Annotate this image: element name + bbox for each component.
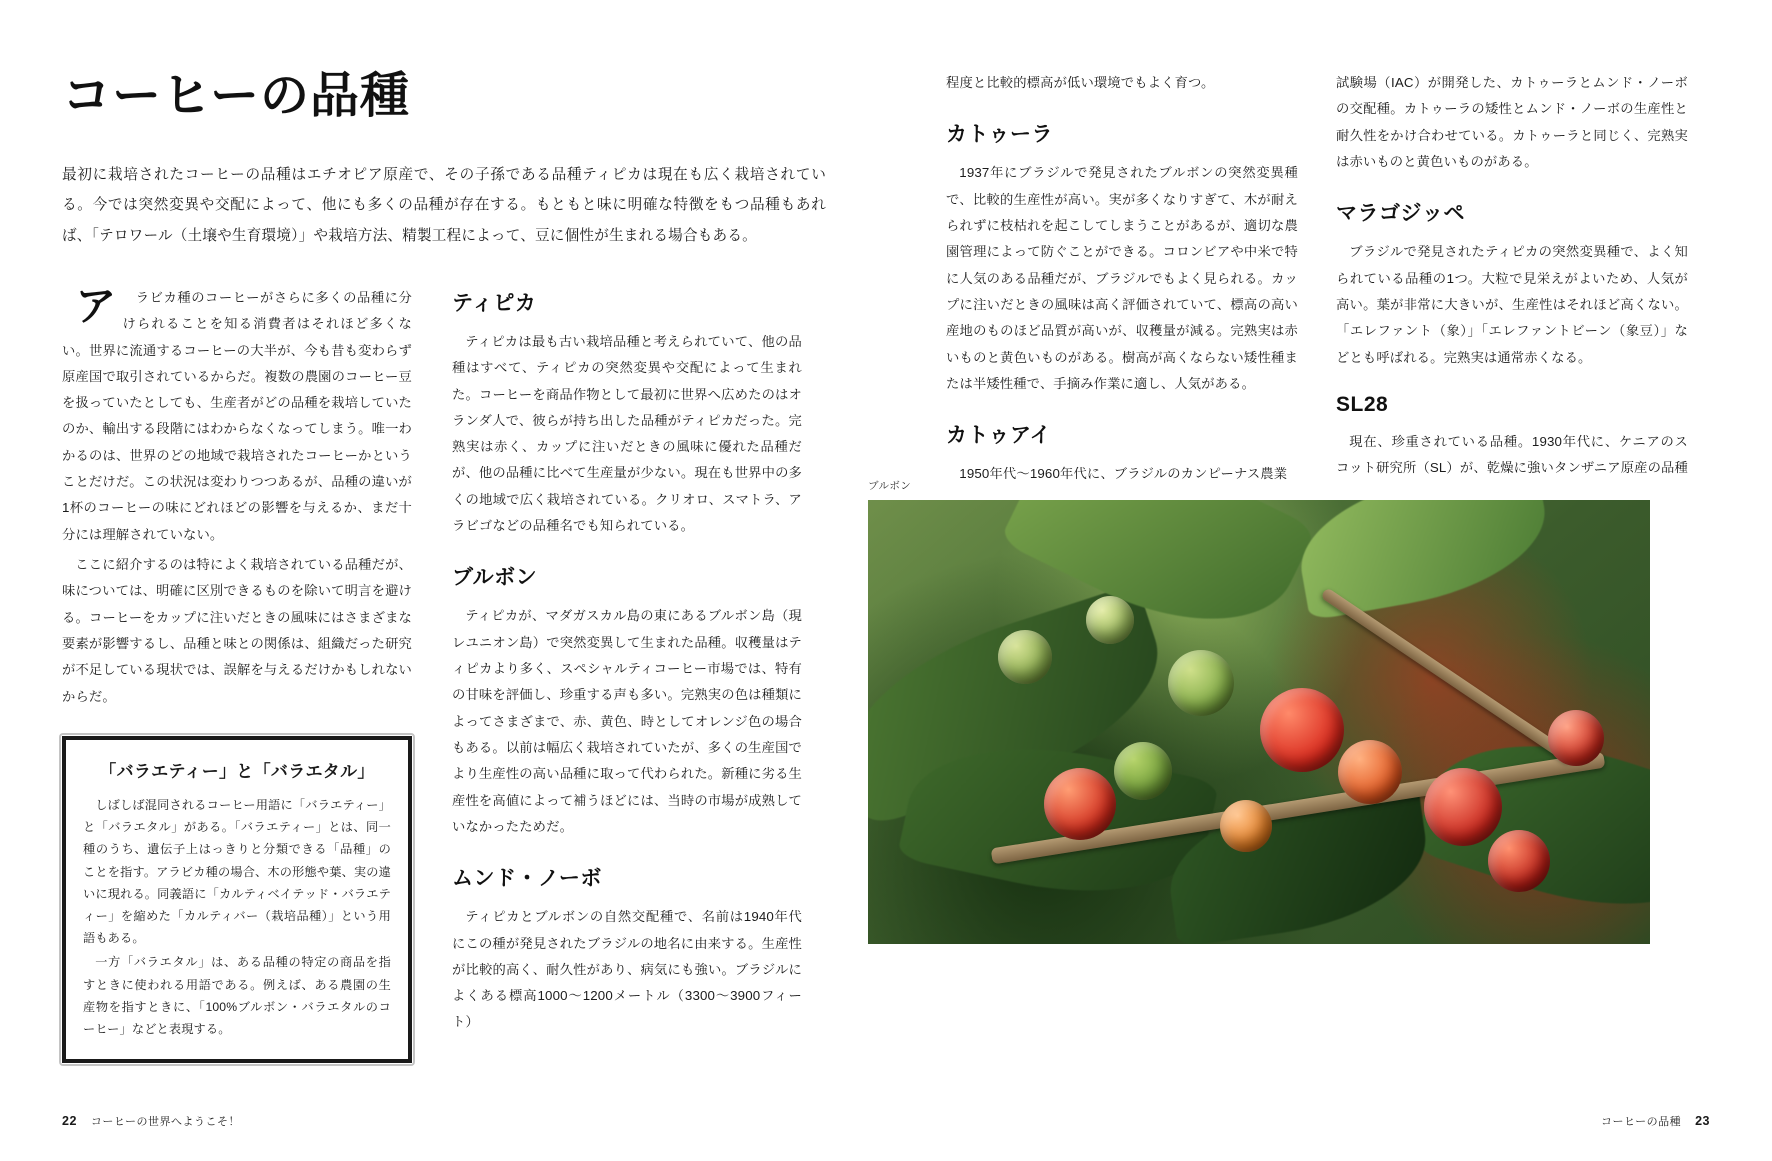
footer-right <box>1601 1113 1710 1129</box>
coffee-cherry <box>1338 740 1402 804</box>
body-paragraph: 1937年にブラジルで発見されたブルボンの突然変異種で、比較的生産性が高い。実が多くなりすぎて、木が耐えられずに枝枯れを起こしてしまうことがあるが、適切な農園管理によって防ぐことができる。コロンビアや中米で特に人気のある品種だが、ブラジルでもよく見られる。カップに注いだときの風味は高く評価されていて、標高の高い産地のものほど品質が高いが、収穫量が減る。完熟実は赤いものと黄色いものがある。樹高が高くならない矮性種または半矮性種で、手摘み作業に適し、人気がある。 <box>946 165 1298 391</box>
page-number-left: 22 <box>62 1114 77 1128</box>
coffee-cherry <box>1114 742 1172 800</box>
section-heading-bourbon: ブルボン <box>452 566 538 590</box>
section-heading-typica: ティピカ <box>452 291 537 315</box>
coffee-cherry <box>1168 650 1234 716</box>
coffee-cherry <box>1260 688 1344 772</box>
coffee-cherry <box>1548 710 1604 766</box>
right-column-1 <box>946 70 1298 491</box>
coffee-cherry <box>1086 596 1134 644</box>
section-heading-mundonovo: ムンド・ノーボ <box>452 867 602 891</box>
body-paragraph: ここに紹介するのは特によく栽培されている品種だが、味については、明確に区別できるものを除いて明言を避ける。コーヒーをカップに注いだときの風味にはさまざまな要素が影響するし、品種と味との関係は、組織だった研究が不足している現状では、誤解を与えるだけかもしれないからだ。 <box>62 557 412 704</box>
photo-caption: ブルボン <box>868 480 912 492</box>
body-paragraph-continuation: 程度と比較的標高が低い環境でもよく育つ。 <box>946 75 1215 90</box>
body-text: ラビカ種のコーヒーがさらに多くの品種に分けられることを知る消費者はそれほど多くない。世界に流通するコーヒーの大半が、今も昔も変わらず原産国で取引されているからだ。複数の農園のコーヒー豆を扱っていたとしても、生産者がどの品種を栽培していたのか、輸出する段階にはわからなくなってしまう。唯一わかるのは、世界のどの地域で栽培されたコーヒーかということだけだ。この状況は変わりつつあるが、品種の違いが1杯のコーヒーの味にどれほどの影響を与えるか、まだ十分には理解されていない。 <box>62 289 412 542</box>
left-column-1 <box>62 282 412 1063</box>
coffee-cherry <box>1220 800 1272 852</box>
running-head-left: コーヒーの世界へようこそ！ <box>90 1116 240 1128</box>
body-paragraph-continuation: 試験場（IAC）が開発した、カトゥーラとムンド・ノーボの交配種。カトゥーラの矮性とムンド・ノーボの生産性と耐久性をかけ合わせている。カトゥーラと同じく、完熟実は赤いものと黄色いものがある。 <box>1336 75 1688 169</box>
body-paragraph: 現在、珍重されている品種。1930年代に、ケニアのスコット研究所（SL）が、乾燥に強いタンザニア原産の品種 <box>1336 433 1688 476</box>
right-columns <box>946 70 1710 491</box>
photo-caption-wrap <box>868 478 1650 493</box>
page-number-right: 23 <box>1695 1114 1710 1128</box>
coffee-cherry <box>1424 768 1502 846</box>
body-paragraph: ティピカは最も古い栽培品種と考えられていて、他の品種はすべて、ティピカの突然変異や交配によって生まれた。コーヒーを商品作物として最初に世界へ広めたのはオランダ人で、彼らが持ち出した品種がティピカだった。完熟実は赤く、カップに注いだときの風味に優れた品種だが、他の品種に比べて生産量が少ない。現在も世界中の多くの地域で広く栽培されている。クリオロ、スマトラ、アラビゴなどの品種名でも知られている。 <box>452 333 802 534</box>
section-heading-caturra: カトゥーラ <box>946 123 1053 147</box>
body-paragraph <box>62 282 412 548</box>
coffee-cherry <box>1488 830 1550 892</box>
section-heading-sl28: SL28 <box>1336 392 1389 416</box>
page-title: コーヒーの品種 <box>62 69 411 123</box>
section-heading-catuai: カトゥアイ <box>946 424 1052 448</box>
coffee-cherry <box>998 630 1052 684</box>
body-paragraph: 1950年代〜1960年代に、ブラジルのカンピーナス農業 <box>959 466 1288 482</box>
body-paragraph: ブラジルで発見されたティピカの突然変異種で、よく知られている品種の1つ。大粒で見栄えがよいため、人気が高い。葉が非常に大きいが、生産性はそれほど高くない。「エレファント（象）」「エレファントビーン（象豆）」などとも呼ばれる。完熟実は通常赤くなる。 <box>1336 244 1688 365</box>
left-columns <box>62 282 826 1063</box>
running-head-right: コーヒーの品種 <box>1601 1116 1682 1128</box>
body-paragraph: ティピカが、マダガスカル島の東にあるブルボン島（現レユニオン島）で突然変異して生まれた品種。収穫量はティピカより多く、スペシャルティコーヒー市場では、特有の甘味を評価し、珍重する声も多い。完熟実の色は種類によってさまざまで、赤、黄色、時としてオレンジ色の場合もある。以前は幅広く栽培されていたが、多くの生産国でより生産性の高い品種に取って代わられた。新種に劣る生産性を高値によって補うほどには、当時の市場が成熟していなかったためだ。 <box>452 608 802 834</box>
coffee-cherries-photo <box>868 500 1650 944</box>
section-heading-maragogipe: マラゴジッペ <box>1336 202 1465 226</box>
sidebar-box-paragraph: 一方「バラエタル」は、ある品種の特定の商品を指すときに使われる用語である。例えば、ある農園の生産物を指すときに、「100%ブルボン・バラエタルのコーヒー」などと表現する。 <box>83 955 391 1036</box>
sidebar-box-paragraph: しばしば混同されるコーヒー用語に「バラエティー」と「バラエタル」がある。「バラエティー」とは、同一種のうち、遺伝子上はっきりと分類できる「品種」のことを指す。アラビカ種の場合、木の形態や葉、実の違いに現れる。同義語に「カルティベイテッド・バラエティー」を縮めた「カルティバー（栽培品種）」という用語もある。 <box>83 797 391 946</box>
left-column-2 <box>452 285 802 1063</box>
chapter-intro: 最初に栽培されたコーヒーの品種はエチオピア原産で、その子孫である品種ティピカは現在も広く栽培されている。今では突然変異や交配によって、他にも多くの品種が存在する。もともと味に明確な特徴をもつ品種もあれば、「テロワール（土壌や生育環境）」や栽培方法、精製工程によって、豆に個性が生まれる場合もある。 <box>62 166 826 244</box>
footer-left <box>62 1113 240 1129</box>
body-paragraph: ティピカとブルボンの自然交配種で、名前は1940年代にこの種が発見されたブラジルの地名に由来する。生産性が比較的高く、耐久性があり、病気にも強い。ブラジルによくある標高1000〜1200メートル（3300〜3900フィート） <box>452 909 802 1030</box>
coffee-cherry <box>1044 768 1116 840</box>
drop-cap: ア <box>75 282 117 329</box>
right-column-2 <box>1336 70 1688 491</box>
sidebar-box <box>62 736 412 1063</box>
sidebar-box-title: 「バラエティー」と「バラエタル」 <box>99 761 375 781</box>
